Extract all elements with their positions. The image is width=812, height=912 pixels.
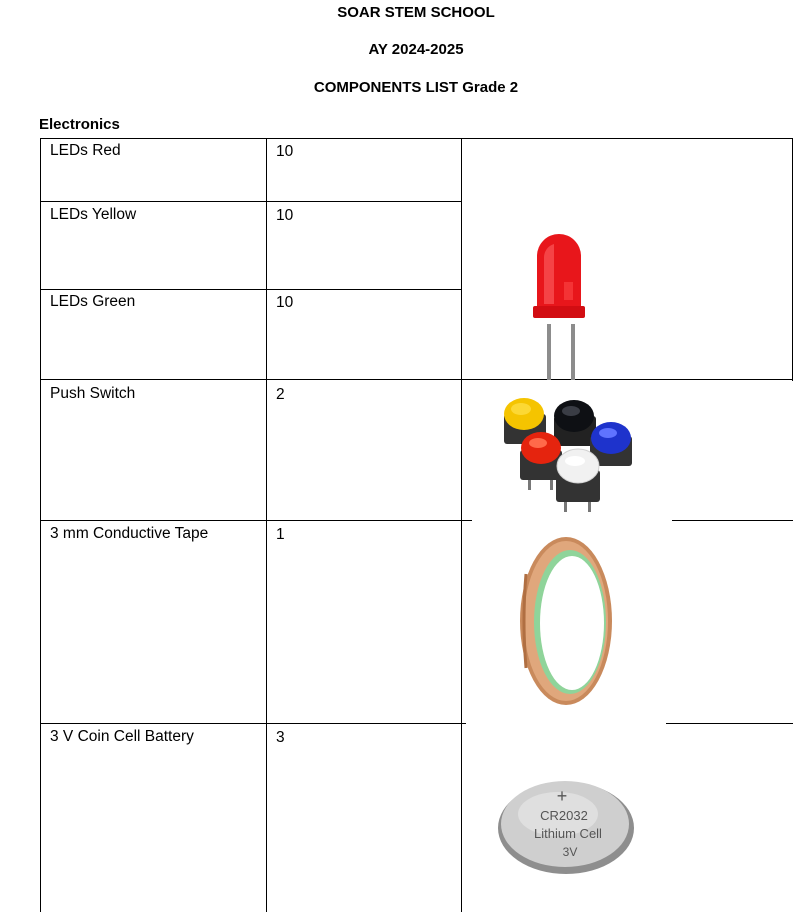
table-border-right — [792, 138, 793, 381]
row-line — [40, 289, 462, 290]
table-row-qty: 3 — [276, 729, 285, 746]
page-title: COMPONENTS LIST Grade 2 — [313, 79, 519, 96]
table-row-qty: 2 — [276, 386, 285, 403]
row-line — [40, 379, 793, 380]
row-line — [40, 520, 472, 521]
battery-plus-symbol: + — [556, 786, 568, 806]
table-border-left — [40, 138, 41, 912]
row-line — [40, 201, 462, 202]
battery-model-label: CR2032 — [540, 808, 588, 823]
conductive-tape-image — [516, 534, 616, 708]
table-row-qty: 10 — [276, 294, 294, 311]
section-title: Electronics — [39, 116, 120, 133]
row-line — [672, 520, 793, 521]
table-row-name: 3 V Coin Cell Battery — [50, 728, 194, 745]
table-row-name: Push Switch — [50, 385, 136, 402]
table-row-name: LEDs Red — [50, 142, 121, 159]
row-line — [666, 723, 793, 724]
row-line — [40, 723, 466, 724]
push-switches-image — [498, 392, 638, 514]
academic-year: AY 2024-2025 — [368, 41, 464, 58]
red-led-image — [520, 226, 596, 380]
coin-cell-battery-image — [496, 776, 636, 876]
table-row-qty: 10 — [276, 143, 294, 160]
table-divider-qty — [266, 138, 267, 912]
table-row-name: LEDs Yellow — [50, 206, 137, 223]
table-row-qty: 10 — [276, 207, 294, 224]
table-row-name: 3 mm Conductive Tape — [50, 525, 209, 542]
battery-type-label: Lithium Cell — [534, 826, 602, 841]
school-name: SOAR STEM SCHOOL — [337, 4, 495, 21]
table-border-top — [40, 138, 793, 139]
battery-voltage-label: 3V — [562, 845, 578, 859]
table-row-qty: 1 — [276, 526, 285, 543]
table-row-name: LEDs Green — [50, 293, 136, 310]
table-divider-image — [461, 138, 462, 912]
